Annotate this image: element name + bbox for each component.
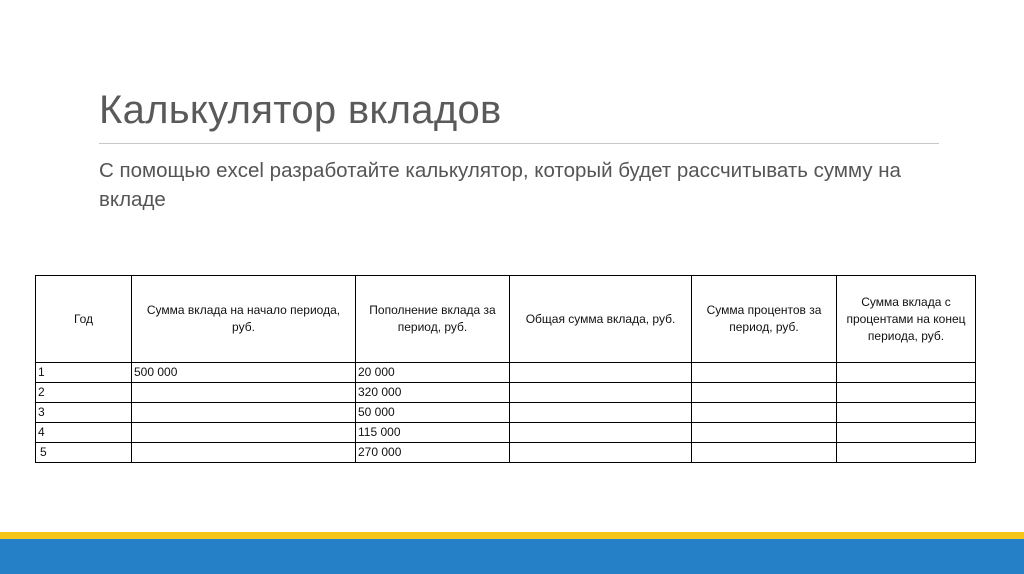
table-row — [36, 443, 976, 463]
cell-total-sum[interactable] — [510, 423, 692, 443]
slide-subtitle: С помощью excel разработайте калькулятор, который будет рассчитывать сумму на вкладе — [99, 159, 901, 211]
table-header-row — [36, 276, 976, 363]
cell-total-sum[interactable] — [510, 443, 692, 463]
cell-start-sum[interactable]: 500 000 — [132, 363, 356, 383]
cell-replenishment[interactable]: 270 000 — [356, 443, 510, 463]
cell-end-sum[interactable] — [837, 363, 976, 383]
cell-replenishment[interactable]: 115 000 — [356, 423, 510, 443]
header-year: Год — [36, 276, 132, 363]
cell-replenishment[interactable]: 320 000 — [356, 383, 510, 403]
cell-end-sum[interactable] — [837, 423, 976, 443]
cell-start-sum[interactable] — [132, 383, 356, 403]
cell-total-sum[interactable] — [510, 363, 692, 383]
cell-year[interactable]: 3 — [36, 403, 132, 423]
cell-end-sum[interactable] — [837, 403, 976, 423]
title-divider — [99, 143, 939, 144]
cell-interest[interactable] — [692, 403, 837, 423]
cell-total-sum[interactable] — [510, 403, 692, 423]
deposit-table — [35, 275, 976, 463]
cell-year[interactable]: 2 — [36, 383, 132, 403]
table-row — [36, 363, 976, 383]
header-start-sum: Сумма вклада на начало периода, руб. — [132, 276, 356, 363]
header-total-sum: Общая сумма вклада, руб. — [510, 276, 692, 363]
footer-yellow-stripe — [0, 532, 1024, 539]
cell-start-sum[interactable] — [132, 443, 356, 463]
cell-start-sum[interactable] — [132, 403, 356, 423]
cell-interest[interactable] — [692, 363, 837, 383]
cell-start-sum[interactable] — [132, 423, 356, 443]
cell-end-sum[interactable] — [837, 443, 976, 463]
cell-total-sum[interactable] — [510, 383, 692, 403]
cell-interest[interactable] — [692, 443, 837, 463]
cell-year[interactable]: 5 — [36, 443, 132, 463]
cell-interest[interactable] — [692, 423, 837, 443]
header-interest: Сумма процентов за период, руб. — [692, 276, 837, 363]
cell-replenishment[interactable]: 20 000 — [356, 363, 510, 383]
cell-interest[interactable] — [692, 383, 837, 403]
cell-year[interactable]: 1 — [36, 363, 132, 383]
header-end-sum: Сумма вклада с процентами на конец периода, руб. — [837, 276, 976, 363]
cell-replenishment[interactable]: 50 000 — [356, 403, 510, 423]
table-row — [36, 383, 976, 403]
table-row — [36, 403, 976, 423]
cell-end-sum[interactable] — [837, 383, 976, 403]
slide-title: Калькулятор вкладов — [99, 88, 502, 132]
cell-year[interactable]: 4 — [36, 423, 132, 443]
table-row — [36, 423, 976, 443]
footer-blue-band — [0, 539, 1024, 574]
header-replenishment: Пополнение вклада за период, руб. — [356, 276, 510, 363]
